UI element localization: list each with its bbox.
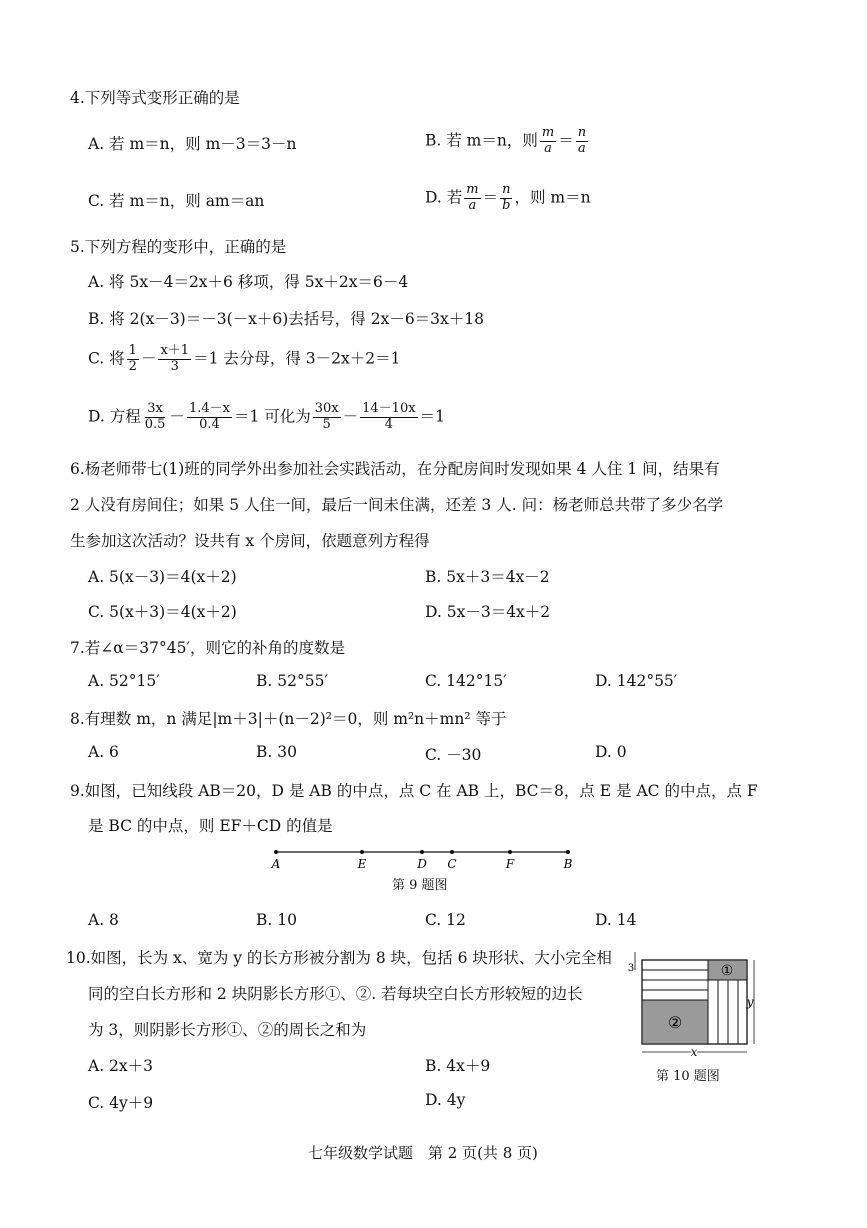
point-dot	[360, 850, 364, 854]
q8-stem: 8.有理数 m，n 满足|m＋3|＋(n－2)²＝0，则 m²n＋mn² 等于	[70, 710, 507, 728]
q9-option-a: A. 8	[88, 911, 119, 929]
point-label: E	[357, 857, 367, 871]
q10-option-a: A. 2x＋3	[88, 1057, 154, 1075]
page-footer: 七年级数学试题 第 2 页(共 8 页)	[308, 1144, 538, 1162]
q4-option-b: B. 若 m＝n，则 $\frac{m}{a}$ ＝ $\frac{n}{a}$	[425, 125, 587, 156]
q6-stem-line1: 6.杨老师带七(1)班的同学外出参加社会实践活动，在分配房间时发现如果 4 人住 1 间，结果有	[70, 460, 720, 478]
q10-stem-line1: 10.如图，长为 x、宽为 y 的长方形被分割为 8 块，包括 6 块形状、大小完全相	[66, 949, 612, 967]
q7-option-d: D. 142°55′	[595, 672, 678, 690]
q10-stem-line2: 同的空白长方形和 2 块阴影长方形①、②. 若每块空白长方形较短的边长	[88, 985, 583, 1003]
q6-stem-line2: 2 人没有房间住；如果 5 人住一间，最后一间未住满，还差 3 人. 问：杨老师总共带了多少名学	[70, 496, 724, 514]
q6-option-d: D. 5x－3＝4x＋2	[425, 603, 551, 621]
q5-option-b: B. 将 2(x－3)＝－3(－x＋6)去括号，得 2x－6＝3x＋18	[88, 310, 485, 328]
point-dot	[508, 850, 512, 854]
point-dot	[274, 850, 278, 854]
q8-option-b: B. 30	[256, 743, 297, 761]
point-label: A	[271, 857, 281, 871]
q9-option-c: C. 12	[425, 911, 466, 929]
q8-option-a: A. 6	[88, 743, 119, 761]
q8-option-d: D. 0	[595, 743, 627, 761]
q7-option-a: A. 52°15′	[88, 672, 160, 690]
q4-option-c: C. 若 m＝n，则 am＝an	[88, 192, 265, 210]
dimension-y-label: y	[746, 995, 754, 1009]
q4-option-d: D. 若 $\frac{m}{a}$ ＝ $\frac{n}{b}$ ，则 m＝n	[425, 182, 591, 213]
q9-segment-figure	[260, 842, 590, 876]
q4-stem: 4.下列等式变形正确的是	[70, 89, 240, 107]
q10-option-c: C. 4y＋9	[88, 1094, 154, 1112]
q9-stem-line2: 是 BC 的中点，则 EF＋CD 的值是	[88, 817, 333, 835]
q10-rectangle-figure	[624, 950, 764, 1062]
dimension-x-label: x	[690, 1045, 698, 1059]
dimension-3-label: 3	[627, 963, 635, 974]
q10-stem-line3: 为 3，则阴影长方形①、②的周长之和为	[88, 1021, 367, 1039]
shaded-label-2: ②	[667, 1013, 683, 1032]
q9-option-b: B. 10	[256, 911, 297, 929]
q7-option-c: C. 142°15′	[425, 672, 507, 690]
q5-stem: 5.下列方程的变形中，正确的是	[70, 238, 287, 256]
shaded-label-1: ①	[720, 963, 734, 979]
point-dot	[450, 850, 454, 854]
q8-option-c: C. －30	[425, 746, 482, 764]
q6-option-b: B. 5x＋3＝4x－2	[425, 568, 550, 586]
q10-figure-caption: 第 10 题图	[656, 1069, 720, 1084]
q9-figure-caption: 第 9 题图	[392, 878, 448, 893]
q6-option-a: A. 5(x－3)＝4(x＋2)	[88, 568, 237, 586]
point-label: B	[563, 857, 573, 871]
q5-option-c: C. 将 $\frac{1}{2}$ － $\frac{x+1}{3}$ ＝1 去分母，得 3－2x＋2＝1	[88, 343, 401, 374]
q6-option-c: C. 5(x＋3)＝4(x＋2)	[88, 603, 237, 621]
point-dot	[566, 850, 570, 854]
q7-option-b: B. 52°55′	[256, 672, 328, 690]
q5-option-a: A. 将 5x－4＝2x＋6 移项，得 5x＋2x＝6－4	[88, 273, 409, 291]
q10-option-b: B. 4x＋9	[425, 1057, 491, 1075]
point-label: D	[417, 857, 427, 871]
q10-option-d: D. 4y	[425, 1091, 466, 1109]
point-label: C	[447, 857, 457, 871]
q5-option-d: D. 方程 $\frac{3x}{0.5}$ － $\frac{1.4-x}{0.4}$ ＝1 可化为 $\frac{30x}{5}$ － $\frac{14-10x}{4}$ ＝1	[88, 401, 445, 432]
q9-option-d: D. 14	[595, 911, 637, 929]
point-dot	[420, 850, 424, 854]
q7-stem: 7.若∠α＝37°45′，则它的补角的度数是	[70, 639, 345, 657]
point-label: F	[505, 857, 515, 871]
q9-stem-line1: 9.如图，已知线段 AB＝20，D 是 AB 的中点，点 C 在 AB 上，BC＝8，点 E 是 AC 的中点，点 F	[70, 782, 758, 800]
q6-stem-line3: 生参加这次活动？设共有 x 个房间，依题意列方程得	[70, 532, 430, 550]
q4-option-a: A. 若 m＝n，则 m－3＝3－n	[88, 135, 297, 153]
